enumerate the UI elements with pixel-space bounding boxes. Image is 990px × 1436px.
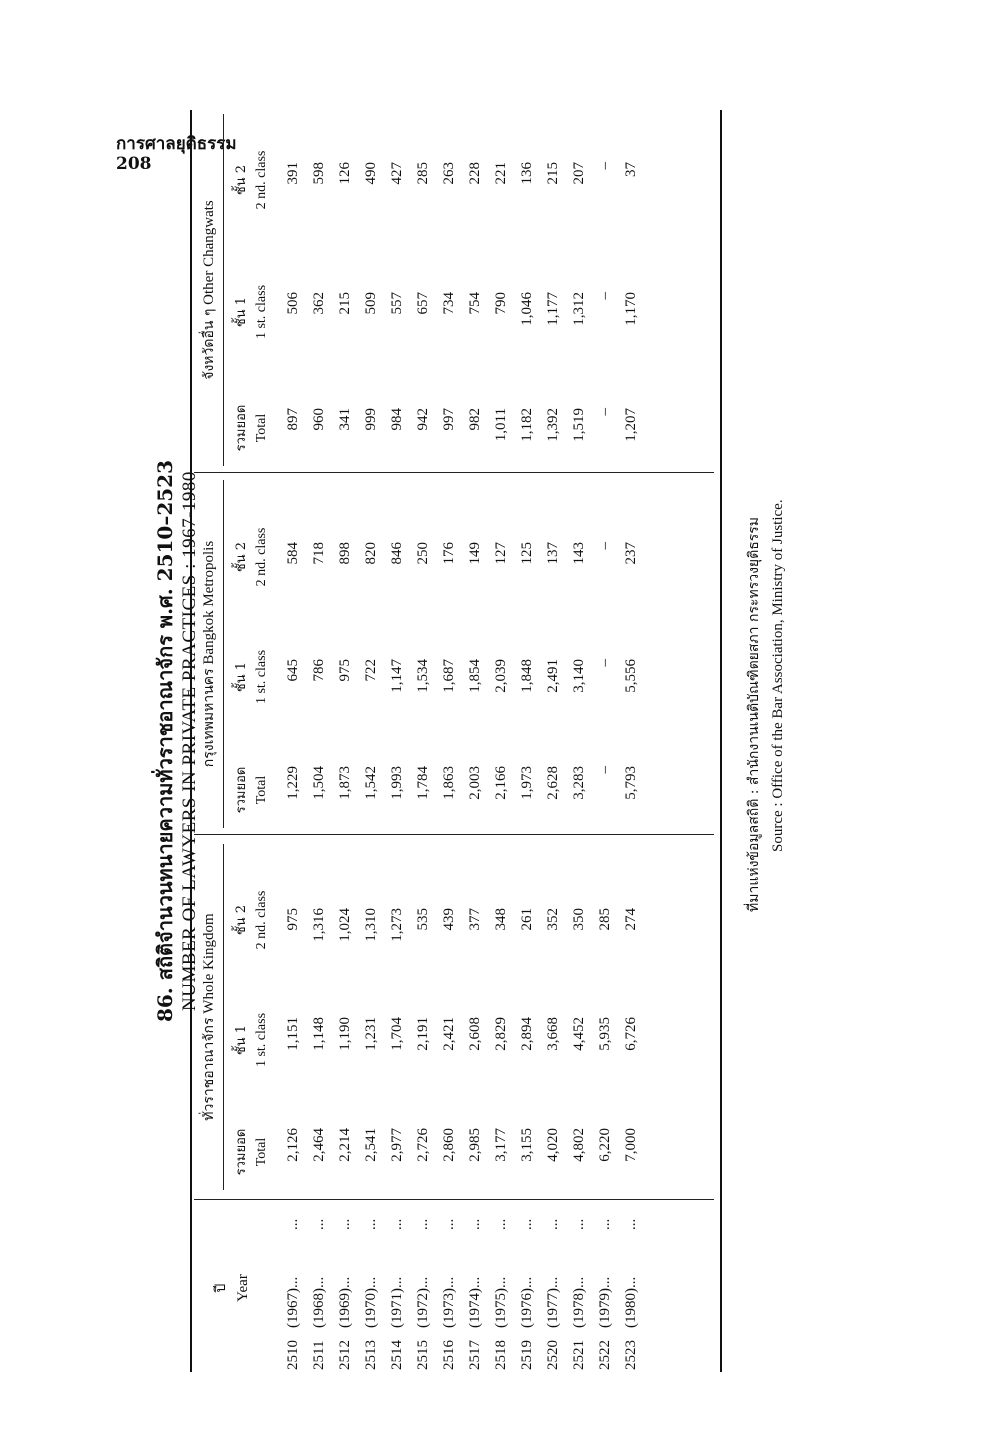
- table-cell: 490: [363, 162, 379, 185]
- table-cell: 215: [337, 292, 353, 315]
- table-cell: 975: [285, 908, 301, 931]
- table-cell: 1,170: [623, 292, 639, 326]
- table-cell: 1,316: [311, 908, 327, 942]
- table-cell: 1,148: [311, 1017, 327, 1051]
- table-cell: 1,207: [623, 408, 639, 442]
- leader-dots: ...: [311, 1218, 327, 1230]
- sub-header-thai: ชั้น 1: [234, 661, 249, 693]
- year-be: 2519: [519, 1340, 535, 1370]
- table-cell: 1,151: [285, 1017, 301, 1051]
- table-cell: 221: [493, 162, 509, 185]
- table-cell: 1,312: [571, 292, 587, 326]
- leader-dots: ...: [363, 1218, 379, 1230]
- table-cell: 348: [493, 908, 509, 931]
- year-be: 2521: [571, 1340, 587, 1370]
- sub-header-cell: [232, 1102, 272, 1202]
- table-cell: 1,542: [363, 766, 379, 800]
- sub-header-cell: [232, 870, 272, 970]
- table-cell: 263: [441, 162, 457, 185]
- table-cell: 207: [571, 162, 587, 185]
- table-cell: 2,039: [493, 659, 509, 693]
- table-cell: 2,860: [441, 1128, 457, 1162]
- table-cell: 786: [311, 659, 327, 682]
- sub-header-cell: [232, 627, 272, 727]
- table-cell: 1,784: [415, 766, 431, 800]
- table-row: [363, 110, 387, 1372]
- table-cell: 149: [467, 542, 483, 565]
- table-cell: 2,166: [493, 766, 509, 800]
- leader-dots: ...: [545, 1218, 561, 1230]
- sub-header-thai: ชั้น 2: [234, 164, 249, 196]
- table-cell: 215: [545, 162, 561, 185]
- table-cell: 126: [337, 162, 353, 185]
- source-english: Source : Office of the Bar Association, Ministry of Justice.: [770, 499, 786, 852]
- table-cell: 997: [441, 408, 457, 431]
- table-cell: 391: [285, 162, 301, 185]
- table-cell: 4,802: [571, 1128, 587, 1162]
- table-cell: 3,283: [571, 766, 587, 800]
- table-row: [571, 110, 595, 1372]
- header-title: การศาลยุติธรรม: [116, 134, 237, 154]
- table-row: [415, 110, 439, 1372]
- table-cell: 176: [441, 542, 457, 565]
- table-cell: 1,687: [441, 659, 457, 693]
- table-bottom-rule: [720, 110, 722, 1372]
- table-cell: 2,894: [519, 1017, 535, 1051]
- year-be: 2520: [545, 1340, 561, 1370]
- group-header-bangkok: [198, 478, 220, 830]
- year-ce: (1970)...: [363, 1276, 379, 1328]
- table-row: [441, 110, 465, 1372]
- table-cell: 127: [493, 542, 509, 565]
- table-cell: 509: [363, 292, 379, 315]
- sub-header-english: 1 st. class: [254, 649, 269, 705]
- year-column-header: [210, 1204, 254, 1372]
- table-cell: 1,519: [571, 408, 587, 442]
- table-cell: 2,608: [467, 1017, 483, 1051]
- table-cell: 535: [415, 908, 431, 931]
- table-row: [493, 110, 517, 1372]
- table-cell: 237: [623, 542, 639, 565]
- page-number: 208: [116, 154, 152, 174]
- table-cell: 2,628: [545, 766, 561, 800]
- table-cell: 6,220: [597, 1128, 613, 1162]
- year-be: 2514: [389, 1340, 405, 1370]
- year-be: 2510: [285, 1340, 301, 1370]
- group-label-english: Other Changwats: [201, 200, 217, 305]
- table-row: [285, 110, 309, 1372]
- table-cell: 960: [311, 408, 327, 431]
- year-ce: (1977)...: [545, 1276, 561, 1328]
- table-cell: 584: [285, 542, 301, 565]
- sub-header-english: 2 nd. class: [254, 527, 269, 587]
- table-cell: 377: [467, 908, 483, 931]
- table-row: [467, 110, 491, 1372]
- sub-header-thai: ชั้น 1: [234, 296, 249, 328]
- sub-header-cell: [232, 507, 272, 607]
- year-header-thai: ปี: [213, 1283, 229, 1293]
- table-cell: 352: [545, 908, 561, 931]
- table-cell: 2,541: [363, 1128, 379, 1162]
- group-header-other-changwats: [198, 112, 220, 468]
- table-cell: 137: [545, 542, 561, 565]
- table-row: [337, 110, 361, 1372]
- table-row: [597, 110, 621, 1372]
- table-cell: 362: [311, 292, 327, 315]
- year-ce: (1973)...: [441, 1276, 457, 1328]
- table-cell: 285: [597, 908, 613, 931]
- table-footer: [742, 499, 790, 912]
- table-title-th-text: สถิติจำนวนทนายความทั่วราชอาณาจักร พ.ศ. 2510–2523: [153, 459, 177, 981]
- table-cell: 261: [519, 908, 535, 931]
- sub-header-thai: ชั้น 1: [234, 1024, 249, 1056]
- year-header-english: Year: [235, 1274, 251, 1302]
- group-underline: [223, 114, 224, 466]
- table-cell: 897: [285, 408, 301, 431]
- table-cell: 2,726: [415, 1128, 431, 1162]
- table-cell: 734: [441, 292, 457, 315]
- table-cell: 3,668: [545, 1017, 561, 1051]
- year-be: 2522: [597, 1340, 613, 1370]
- year-ce: (1979)...: [597, 1276, 613, 1328]
- sub-header-thai: ชั้น 2: [234, 904, 249, 936]
- year-ce: (1978)...: [571, 1276, 587, 1328]
- table-cell: 1,973: [519, 766, 535, 800]
- table-cell: 2,985: [467, 1128, 483, 1162]
- table-cell: 754: [467, 292, 483, 315]
- table-cell: 1,854: [467, 659, 483, 693]
- year-ce: (1980)...: [623, 1276, 639, 1328]
- table-title-block: [150, 110, 202, 1372]
- year-be: 2523: [623, 1340, 639, 1370]
- year-ce: (1976)...: [519, 1276, 535, 1328]
- sub-header-english: 2 nd. class: [254, 150, 269, 210]
- table-cell: –: [597, 408, 613, 416]
- year-be: 2513: [363, 1340, 379, 1370]
- year-be: 2515: [415, 1340, 431, 1370]
- sub-header-cell: [232, 378, 272, 478]
- table-cell: 1,190: [337, 1017, 353, 1051]
- table-cell: 427: [389, 162, 405, 185]
- leader-dots: ...: [571, 1218, 587, 1230]
- table-cell: 790: [493, 292, 509, 315]
- table-cell: 1,873: [337, 766, 353, 800]
- table-cell: 1,848: [519, 659, 535, 693]
- table-cell: 846: [389, 542, 405, 565]
- table-row: [545, 110, 569, 1372]
- table-cell: 1,177: [545, 292, 561, 326]
- year-be: 2517: [467, 1340, 483, 1370]
- year-be: 2512: [337, 1340, 353, 1370]
- table-cell: 285: [415, 162, 431, 185]
- table-cell: 228: [467, 162, 483, 185]
- table-cell: –: [597, 659, 613, 667]
- group-label-thai: กรุงเทพมหานคร: [201, 668, 217, 768]
- sub-header-cell: [232, 262, 272, 362]
- leader-dots: ...: [467, 1218, 483, 1230]
- table-cell: 2,191: [415, 1017, 431, 1051]
- table-cell: 1,046: [519, 292, 535, 326]
- year-ce: (1971)...: [389, 1276, 405, 1328]
- table-title-thai: [152, 110, 178, 1372]
- table-cell: 4,020: [545, 1128, 561, 1162]
- table-cell: 2,003: [467, 766, 483, 800]
- group-label-english: Bangkok Metropolis: [201, 540, 217, 665]
- group-label-thai: จังหวัดอื่น ๆ: [201, 308, 217, 380]
- leader-dots: ...: [441, 1218, 457, 1230]
- leader-dots: ...: [623, 1218, 639, 1230]
- table-cell: 718: [311, 542, 327, 565]
- table-cell: 1,993: [389, 766, 405, 800]
- year-ce: (1975)...: [493, 1276, 509, 1328]
- year-ce: (1969)...: [337, 1276, 353, 1328]
- table-cell: 341: [337, 408, 353, 431]
- table-cell: 1,273: [389, 908, 405, 942]
- group-label-english: Whole Kingdom: [201, 913, 217, 1014]
- table-number: 86.: [153, 987, 177, 1023]
- table-cell: 898: [337, 542, 353, 565]
- sub-header-thai: ชั้น 2: [234, 541, 249, 573]
- table-cell: 274: [623, 908, 639, 931]
- table-top-rule: [190, 110, 192, 1372]
- sub-header-thai: รวมยอด: [234, 766, 249, 814]
- table-cell: –: [597, 542, 613, 550]
- source-thai: ที่มาแห่งข้อมูลสถิติ : สำนักงานเนติบัณฑิตยสภา กระทรวงยุติธรรม: [746, 516, 762, 912]
- leader-dots: ...: [597, 1218, 613, 1230]
- year-ce: (1974)...: [467, 1276, 483, 1328]
- table-cell: 1,504: [311, 766, 327, 800]
- table-cell: 136: [519, 162, 535, 185]
- year-be: 2516: [441, 1340, 457, 1370]
- table-cell: 975: [337, 659, 353, 682]
- sub-header-cell: [232, 130, 272, 230]
- table-cell: 5,793: [623, 766, 639, 800]
- table-cell: 722: [363, 659, 379, 682]
- table-cell: 3,140: [571, 659, 587, 693]
- table-cell: 1,310: [363, 908, 379, 942]
- group-header-whole-kingdom: [198, 842, 220, 1192]
- leader-dots: ...: [285, 1218, 301, 1230]
- table-cell: –: [597, 766, 613, 774]
- leader-dots: ...: [493, 1218, 509, 1230]
- table-cell: 1,863: [441, 766, 457, 800]
- table-cell: 942: [415, 408, 431, 431]
- table-cell: 1,231: [363, 1017, 379, 1051]
- table-cell: 598: [311, 162, 327, 185]
- table-row: [623, 110, 647, 1372]
- table-row: [519, 110, 543, 1372]
- table-cell: 1,392: [545, 408, 561, 442]
- sub-header-english: 1 st. class: [254, 1012, 269, 1068]
- table-cell: 999: [363, 408, 379, 431]
- table-cell: 350: [571, 908, 587, 931]
- table-cell: 2,829: [493, 1017, 509, 1051]
- table-cell: –: [597, 292, 613, 300]
- table-row: [389, 110, 413, 1372]
- table-cell: 982: [467, 408, 483, 431]
- table-cell: –: [597, 162, 613, 170]
- table-cell: 1,147: [389, 659, 405, 693]
- table-cell: 7,000: [623, 1128, 639, 1162]
- sub-header-cell: [232, 990, 272, 1090]
- year-ce: (1968)...: [311, 1276, 327, 1328]
- leader-dots: ...: [389, 1218, 405, 1230]
- leader-dots: ...: [337, 1218, 353, 1230]
- group-label-thai: ทั่วราชอาณาจักร: [201, 1017, 217, 1121]
- year-be: 2511: [311, 1340, 327, 1370]
- table-cell: 1,534: [415, 659, 431, 693]
- sub-header-english: 1 st. class: [254, 284, 269, 340]
- table-cell: 1,024: [337, 908, 353, 942]
- table-cell: 557: [389, 292, 405, 315]
- table-cell: 6,726: [623, 1017, 639, 1051]
- table-cell: 1,229: [285, 766, 301, 800]
- table-cell: 2,491: [545, 659, 561, 693]
- table-cell: 439: [441, 908, 457, 931]
- table-cell: 37: [623, 162, 639, 177]
- table-cell: 1,182: [519, 408, 535, 442]
- table-cell: 3,155: [519, 1128, 535, 1162]
- table-cell: 657: [415, 292, 431, 315]
- table-cell: 645: [285, 659, 301, 682]
- table-cell: 984: [389, 408, 405, 431]
- year-be: 2518: [493, 1340, 509, 1370]
- year-ce: (1967)...: [285, 1276, 301, 1328]
- table-cell: 506: [285, 292, 301, 315]
- group-underline: [223, 480, 224, 828]
- table-cell: 2,464: [311, 1128, 327, 1162]
- table-cell: 820: [363, 542, 379, 565]
- sub-header-thai: รวมยอด: [234, 404, 249, 452]
- table-cell: 143: [571, 542, 587, 565]
- table-title-english: NUMBER OF LAWYERS IN PRIVATE PRACTICES : 1967-1980: [179, 471, 200, 1011]
- sub-header-english: 2 nd. class: [254, 890, 269, 950]
- sub-header-english: Total: [254, 775, 269, 805]
- leader-dots: ...: [519, 1218, 535, 1230]
- table-cell: 1,704: [389, 1017, 405, 1051]
- table-cell: 4,452: [571, 1017, 587, 1051]
- table-cell: 250: [415, 542, 431, 565]
- sub-header-cell: [232, 740, 272, 840]
- rotated-table-page: [150, 110, 810, 1372]
- leader-dots: ...: [415, 1218, 431, 1230]
- sub-header-thai: รวมยอด: [234, 1128, 249, 1176]
- year-ce: (1972)...: [415, 1276, 431, 1328]
- table-cell: 5,935: [597, 1017, 613, 1051]
- table-cell: 125: [519, 542, 535, 565]
- table-row: [311, 110, 335, 1372]
- sub-header-english: Total: [254, 413, 269, 443]
- sub-header-english: Total: [254, 1137, 269, 1167]
- table-cell: 2,214: [337, 1128, 353, 1162]
- table-cell: 1,011: [493, 408, 509, 442]
- group-underline: [223, 844, 224, 1190]
- table-cell: 3,177: [493, 1128, 509, 1162]
- table-cell: 2,126: [285, 1128, 301, 1162]
- table-cell: 2,421: [441, 1017, 457, 1051]
- table-cell: 5,556: [623, 659, 639, 693]
- table-cell: 2,977: [389, 1128, 405, 1162]
